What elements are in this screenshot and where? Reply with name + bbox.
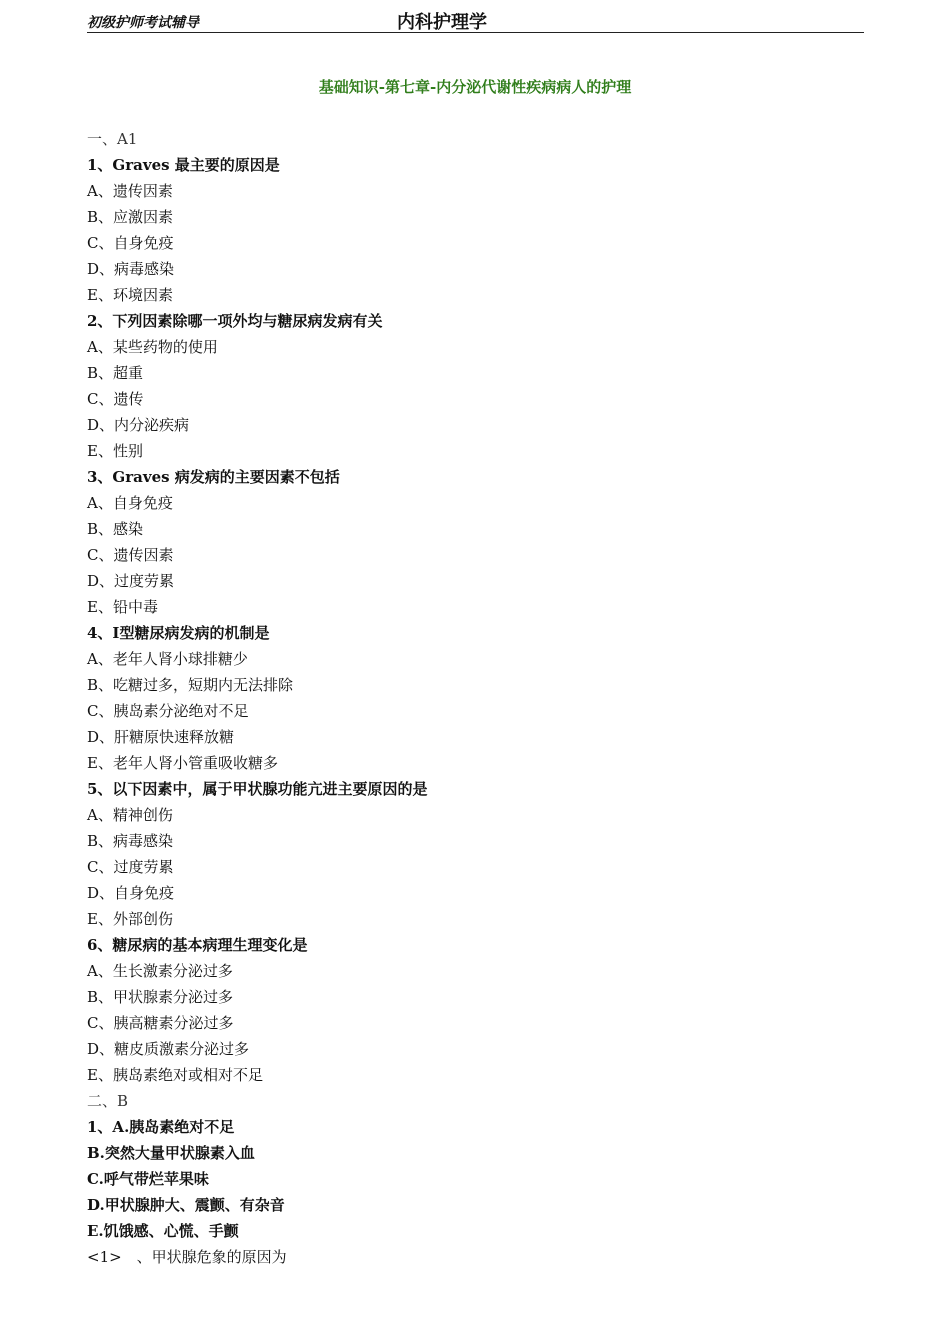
option-line: E、铅中毒 (87, 598, 158, 616)
option-line: A、精神创伤 (87, 806, 173, 824)
option-line: C、遗传因素 (87, 546, 174, 564)
header-left-text: 初级护师考试辅导 (87, 15, 199, 31)
section-heading: 二、B (87, 1092, 129, 1110)
option-line: D、过度劳累 (87, 572, 175, 590)
option-line: B、超重 (87, 364, 144, 382)
question-line: D.甲状腺肿大、震颤、有杂音 (87, 1196, 285, 1214)
option-line: D、病毒感染 (87, 260, 175, 278)
question-line: 5、以下因素中，属于甲状腺功能亢进主要原因的是 (87, 780, 428, 798)
option-line: C、胰岛素分泌绝对不足 (87, 702, 249, 720)
option-line: B、甲状腺素分泌过多 (87, 988, 234, 1006)
option-line: B、应激因素 (87, 208, 174, 226)
question-list (87, 126, 864, 1270)
option-line: B、吃糖过多，短期内无法排除 (87, 676, 294, 694)
option-line: E、环境因素 (87, 286, 173, 304)
option-line: D、糖皮质激素分泌过多 (87, 1040, 250, 1058)
option-line: D、肝糖原快速释放糖 (87, 728, 235, 746)
question-line: 3、Graves 病发病的主要因素不包括 (87, 468, 340, 486)
option-line: B、病毒感染 (87, 832, 174, 850)
option-line: E、胰岛素绝对或相对不足 (87, 1066, 263, 1084)
option-line: E、老年人肾小管重吸收糖多 (87, 754, 278, 772)
question-line: B.突然大量甲状腺素入血 (87, 1144, 255, 1162)
option-line: A、自身免疫 (87, 494, 173, 512)
question-line: 2、下列因素除哪一项外均与糖尿病发病有关 (87, 312, 383, 330)
section-heading: 一、A1 (87, 130, 138, 148)
header-center-text: 内科护理学 (397, 12, 487, 33)
option-line: C、自身免疫 (87, 234, 174, 252)
question-line: 4、Ⅰ型糖尿病发病的机制是 (87, 624, 270, 642)
option-line: A、老年人肾小球排糖少 (87, 650, 248, 668)
option-line: A、遗传因素 (87, 182, 173, 200)
page-header (87, 8, 864, 33)
option-line: D、自身免疫 (87, 884, 175, 902)
option-line: C、胰高糖素分泌过多 (87, 1014, 234, 1032)
option-line: E、外部创伤 (87, 910, 173, 928)
question-line: E.饥饿感、心慌、手颤 (87, 1222, 239, 1240)
question-line: 1、A.胰岛素绝对不足 (87, 1118, 235, 1136)
option-line: A、某些药物的使用 (87, 338, 218, 356)
option-line: C、遗传 (87, 390, 144, 408)
option-line: E、性别 (87, 442, 143, 460)
option-line: <1> 、甲状腺危象的原因为 (87, 1248, 287, 1266)
chapter-title: 基础知识-第七章-内分泌代谢性疾病病人的护理 (318, 78, 632, 96)
question-line: C.呼气带烂苹果味 (87, 1170, 209, 1188)
option-line: C、过度劳累 (87, 858, 174, 876)
question-line: 1、Graves 最主要的原因是 (87, 156, 280, 174)
option-line: D、内分泌疾病 (87, 416, 190, 434)
option-line: B、感染 (87, 520, 144, 538)
option-line: A、生长激素分泌过多 (87, 962, 233, 980)
question-line: 6、糖尿病的基本病理生理变化是 (87, 936, 308, 954)
